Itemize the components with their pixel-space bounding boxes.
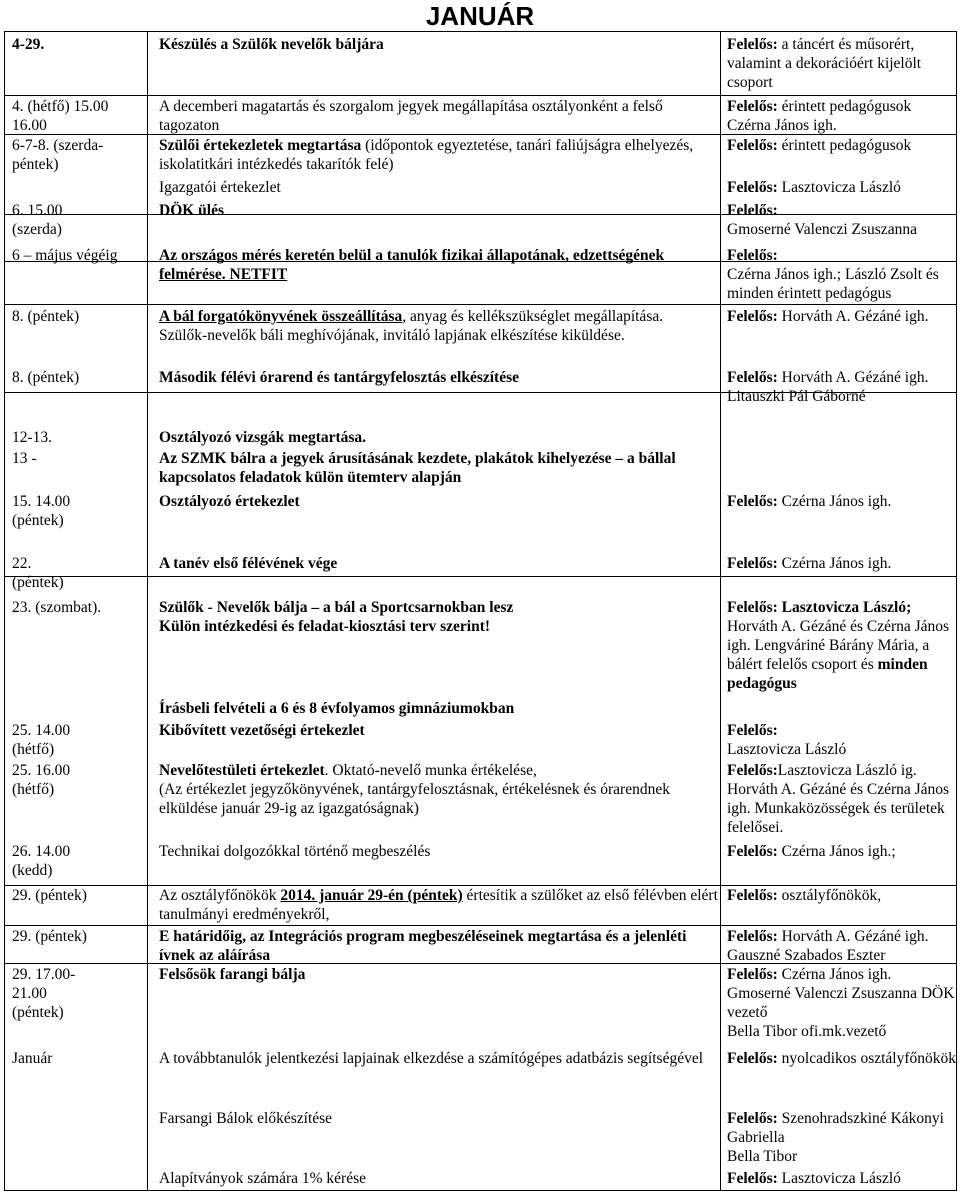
responsible-label: Felelős: [727,36,778,53]
responsible-text: érintett pedagógusok [777,137,912,154]
responsible-label: Felelős: [727,843,778,860]
row-date: 8. (péntek) [12,369,80,386]
responsible-text: Horváth A. Gézáné igh. Litauszki Pál Gáborné [727,369,929,405]
row-responsible [727,842,960,861]
responsible-text: Horváth A. Gézáné igh. Gauszné Szabados Eszter [727,928,929,964]
event-text: értesítik a szülőket az első félévben elért tanulmányi eredményekről, [159,887,718,923]
row-date: 29. (péntek) [12,887,87,904]
row-event [159,761,719,818]
row-event: Írásbeli felvételi a 6 és 8 évfolyamos gimnáziumokban [159,700,515,717]
responsible-text: osztályfőnökök, [777,887,882,904]
responsible-text: Czérna János igh.; László Zsolt és minden érintett pedagógus [727,266,939,302]
schedule-table [4,31,957,1191]
responsible-label: Felelős: [727,202,778,219]
responsible-label: Felelős: [727,1050,778,1067]
event-bold-part: A bál forgatókönyvének összeállítása [159,308,403,325]
responsible-text: Czérna János igh.; [777,843,896,860]
responsible-label: Felelős: [727,1110,778,1127]
responsible-label: Felelős: [727,928,778,945]
responsible-label: Felelős: [727,137,778,154]
row-event: Felsősök farangi bálja [159,966,306,983]
event-text: . Oktató-nevelő munka értékelése, (Az értékezlet jegyzőkönyvének, tantárgyfelosztásnak, értékelésnek és órarendnek elküldése január 29-ig az igazgatóságnak) [159,762,670,817]
row-responsible [727,178,960,197]
row-responsible [727,721,960,759]
row-event [159,136,719,174]
event-text: , anyag és kellékszükséglet megállapítása. Szülők-nevelők báli meghívójának, invitáló lapjának elkészítése kiküldése. [159,308,664,344]
responsible-label: Felelős: [727,1170,778,1187]
responsible-text: Czérna János igh. Gmoserné Valenczi Zsuszanna DÖK vezető Bella Tibor ofi.mk.vezető [727,966,955,1040]
row-date: 6 – május végéig [12,247,118,264]
row-date: 29. (péntek) [12,928,87,945]
row-event: A decemberi magatartás és szorgalom jegyek megállapítása osztályonként a felső tagozaton [159,98,663,134]
row-responsible [727,307,960,326]
row-responsible [727,554,960,573]
column-divider [147,32,148,1190]
row-event: A továbbtanulók jelentkezési lapjainak elkezdése a számítógépes adatbázis segítségével [159,1050,704,1067]
row-event: Készülés a Szülők nevelők báljára [159,36,384,53]
responsible-label: Felelős: Lasztovicza László; [727,599,912,616]
responsible-text: nyolcadikos osztályfőnökök [777,1050,957,1067]
row-responsible [727,35,960,92]
row-responsible [727,598,960,693]
row-responsible [727,246,960,303]
row-date: 25. 16.00 (hétfő) [12,762,71,798]
responsible-text: Lasztovicza László [777,1170,901,1187]
responsible-text: Czérna János igh. [777,555,892,572]
responsible-text: Szenohradszkiné Kákonyi Gabriella Bella Tibor [727,1110,944,1165]
row-date: 13 - [12,450,37,467]
responsible-bold-tail: minden pedagógus [727,656,928,692]
row-event: E határidőig, az Integrációs program megbeszéléseinek megtartása és a jelenléti ívnek az aláírása [159,928,687,964]
row-event [159,886,719,924]
row-event: Osztályozó értekezlet [159,493,300,510]
column-divider [720,32,721,1190]
responsible-label: Felelős: [727,493,778,510]
row-date: Január [12,1050,53,1067]
row-event: Második félévi órarend és tantárgyfelosztás elkészítése [159,369,520,386]
row-date: 8. (péntek) [12,308,80,325]
row-responsible [727,965,960,1041]
responsible-label: Felelős: [727,98,778,115]
row-date: 22. (péntek) [12,555,64,591]
row-responsible [727,1169,960,1188]
row-event: Alapítványok számára 1% kérése [159,1170,367,1187]
responsible-label: Felelős: [727,762,778,779]
row-date: 6. 15.00 (szerda) [12,202,63,238]
row-event: A tanév első félévének vége [159,555,338,572]
row-responsible [727,492,960,511]
page-title: JANUÁR [425,1,535,31]
row-responsible [727,1049,960,1068]
event-bold-part: Szülői értekezletek megtartása [159,137,362,154]
event-bold-part: Nevelőtestületi értekezlet [159,762,325,779]
responsible-text: Lasztovicza László [727,741,847,758]
row-responsible [727,97,960,135]
row-event: Osztályozó vizsgák megtartása. [159,429,367,446]
row-event: Farsangi Bálok előkészítése [159,1110,333,1127]
responsible-label: Felelős: [727,308,778,325]
row-date: 23. (szombat). [12,599,102,616]
responsible-label: Felelős: [727,966,778,983]
row-date: 6-7-8. (szerda- péntek) [12,137,104,173]
responsible-text: a táncért és műsorért, valamint a dekorációért kijelölt csoport [727,36,922,91]
row-date: 26. 14.00 (kedd) [12,843,71,879]
row-event: Igazgatói értekezlet [159,179,281,196]
row-event: Technikai dolgozókkal történő megbeszélés [159,843,431,860]
row-responsible [727,886,960,905]
row-responsible [727,136,960,155]
row-date: 12-13. [12,429,53,446]
event-text: Az osztályfőnökök [159,887,281,904]
row-event [159,307,719,345]
responsible-text: Czérna János igh. [777,493,892,510]
responsible-text: érintett pedagógusok Czérna János igh. [727,98,912,134]
responsible-text: Horváth A. Gézáné és Czérna János igh. Lengváriné Bárány Mária, a bálért felelős csoport és [727,618,950,673]
event-date-highlight: 2014. január 29-én (péntek) [280,887,463,904]
row-event: DÖK ülés [159,202,225,219]
row-date: 15. 14.00 (péntek) [12,493,71,529]
row-responsible [727,761,960,837]
row-date: 29. 17.00- 21.00 (péntek) [12,966,76,1021]
responsible-text: Lasztovicza László ig. Horváth A. Gézáné és Czérna János igh. Munkaközösségek és területek felelősei. [727,762,950,836]
responsible-text: Gmoserné Valenczi Zsuszanna [727,221,917,238]
row-responsible [727,368,960,406]
responsible-label: Felelős: [727,369,778,386]
responsible-text: Lasztovicza László [777,179,901,196]
row-event: Az országos mérés keretén belül a tanulók fizikai állapotának, edzettségének felmérése. NETFIT [159,247,665,283]
row-date: 4. (hétfő) 15.00 16.00 [12,98,109,134]
responsible-label: Felelős: [727,247,778,264]
row-event: Az SZMK bálra a jegyek árusításának kezdete, plakátok kihelyezése – a bállal kapcsolatos feladatok külön ütemterv alapján [159,450,676,486]
row-date: 25. 14.00 (hétfő) [12,722,71,758]
row-event: Szülők - Nevelők bálja – a bál a Sportcsarnokban lesz Külön intézkedési és feladat-kiosztási terv szerint! [159,599,514,635]
row-responsible [727,1109,960,1166]
responsible-label: Felelős: [727,887,778,904]
row-responsible [727,201,960,239]
row-event: Kibővített vezetőségi értekezlet [159,722,365,739]
event-text: (időpontok egyeztetése, tanári faliújságra elhelyezés, iskolatitkári intézkedés takarítók felé) [159,137,694,173]
row-date: 4-29. [12,36,45,53]
responsible-text: Horváth A. Gézáné igh. [777,308,929,325]
responsible-label: Felelős: [727,722,778,739]
row-responsible [727,927,960,965]
responsible-label: Felelős: [727,179,778,196]
responsible-label: Felelős: [727,555,778,572]
